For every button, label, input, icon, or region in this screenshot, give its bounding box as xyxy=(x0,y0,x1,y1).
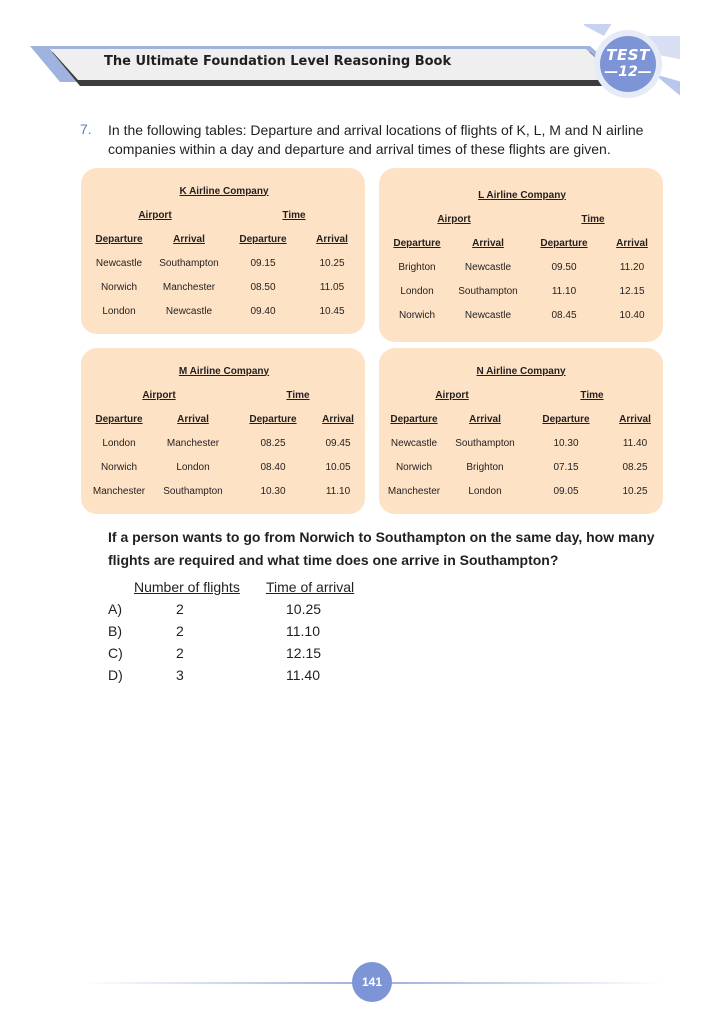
badge-test-label: TEST xyxy=(606,46,650,64)
departure-time-cell: 10.30 xyxy=(553,437,579,449)
arrival-time-header: Arrival xyxy=(616,237,648,249)
table-row xyxy=(381,455,661,479)
departure-cell: London xyxy=(102,305,136,317)
arrival-cell: Southampton xyxy=(458,285,518,297)
departure-cell: Norwich xyxy=(398,309,436,321)
departure-cell: London xyxy=(400,285,434,297)
table-title: L Airline Company xyxy=(478,189,566,201)
airport-header: Airport xyxy=(142,389,176,401)
departure-header: Departure xyxy=(393,237,441,249)
arrival-time-header: Arrival xyxy=(619,413,651,425)
table-row xyxy=(85,275,363,299)
option-time: 11.10 xyxy=(286,623,320,639)
table-row xyxy=(381,479,661,503)
departure-cell: Manchester xyxy=(387,485,441,497)
l-airline-panel xyxy=(379,168,663,342)
arrival-time-cell: 10.40 xyxy=(619,309,645,321)
arrival-time-cell: 11.40 xyxy=(622,437,648,449)
table-title: N Airline Company xyxy=(476,365,566,377)
arrival-header: Arrival xyxy=(469,413,501,425)
departure-time-cell: 09.15 xyxy=(250,257,276,269)
table-row xyxy=(383,255,661,279)
arrival-cell: London xyxy=(176,461,210,473)
departure-time-cell: 09.05 xyxy=(553,485,579,497)
arrival-cell: Brighton xyxy=(466,461,504,473)
airport-header: Airport xyxy=(435,389,469,401)
footer-line-left xyxy=(82,982,358,984)
departure-time-cell: 09.50 xyxy=(551,261,577,273)
option-flights: 3 xyxy=(176,667,184,683)
arrival-time-cell: 11.20 xyxy=(619,261,645,273)
table-row xyxy=(85,455,363,479)
arrival-time-cell: 11.10 xyxy=(325,485,351,497)
arrival-time-header: Arrival xyxy=(322,413,354,425)
departure-time-cell: 10.30 xyxy=(260,485,286,497)
departure-header: Departure xyxy=(390,413,438,425)
question-intro: In the following tables: Departure and arrival locations of flights of K, L, M and N airline companies within a day and departure and arrival times of these flights are given. xyxy=(108,122,644,157)
option-flights: 2 xyxy=(176,601,184,617)
departure-cell: Norwich xyxy=(100,461,138,473)
m-airline-panel xyxy=(81,348,365,514)
book-title: The Ultimate Foundation Level Reasoning Book xyxy=(104,54,452,69)
arrival-time-cell: 09.45 xyxy=(325,437,351,449)
arrival-time-column-header: Time of arrival xyxy=(266,579,355,595)
departure-time-cell: 08.40 xyxy=(260,461,286,473)
time-header: Time xyxy=(282,209,306,221)
page-number: 141 xyxy=(352,962,392,1002)
departure-time-header: Departure xyxy=(540,237,588,249)
arrival-time-cell: 10.25 xyxy=(319,257,345,269)
l-airline-table xyxy=(383,183,661,327)
n-airline-table xyxy=(381,359,661,503)
departure-header: Departure xyxy=(95,413,143,425)
arrival-header: Arrival xyxy=(173,233,205,245)
option-letter: C) xyxy=(108,645,123,661)
arrival-cell: London xyxy=(468,485,502,497)
arrival-time-cell: 08.25 xyxy=(622,461,648,473)
answer-option-a[interactable] xyxy=(0,601,726,623)
k-airline-table xyxy=(85,179,363,323)
arrival-header: Arrival xyxy=(472,237,504,249)
badge-test-number: —12— xyxy=(604,64,652,80)
departure-time-cell: 07.15 xyxy=(553,461,579,473)
option-letter: A) xyxy=(108,601,122,617)
table-row xyxy=(383,279,661,303)
time-header: Time xyxy=(580,389,604,401)
answer-option-b[interactable] xyxy=(0,623,726,645)
k-airline-panel xyxy=(81,168,365,334)
departure-cell: Brighton xyxy=(398,261,436,273)
departure-header: Departure xyxy=(95,233,143,245)
option-time: 11.40 xyxy=(286,667,320,683)
option-time: 12.15 xyxy=(286,645,322,661)
option-flights: 2 xyxy=(176,623,184,639)
option-letter: B) xyxy=(108,623,122,639)
arrival-cell: Manchester xyxy=(166,437,220,449)
table-title: M Airline Company xyxy=(178,365,270,377)
table-row xyxy=(381,431,661,455)
departure-cell: Manchester xyxy=(92,485,146,497)
time-header: Time xyxy=(286,389,310,401)
airport-header: Airport xyxy=(437,213,471,225)
table-row xyxy=(383,303,661,327)
time-header: Time xyxy=(581,213,605,225)
departure-time-header: Departure xyxy=(249,413,297,425)
table-row xyxy=(85,431,363,455)
departure-cell: Norwich xyxy=(100,281,138,293)
departure-time-cell: 08.45 xyxy=(551,309,577,321)
arrival-cell: Manchester xyxy=(162,281,216,293)
arrival-time-cell: 10.05 xyxy=(325,461,351,473)
arrival-cell: Newcastle xyxy=(464,309,512,321)
footer-line-right xyxy=(388,982,664,984)
arrival-time-header: Arrival xyxy=(316,233,348,245)
arrival-cell: Southampton xyxy=(163,485,223,497)
arrival-cell: Newcastle xyxy=(165,305,213,317)
answer-option-c[interactable] xyxy=(0,645,726,667)
table-row xyxy=(85,251,363,275)
n-airline-panel xyxy=(379,348,663,514)
answer-option-d[interactable] xyxy=(0,667,726,689)
arrival-time-cell: 10.45 xyxy=(319,305,345,317)
departure-cell: London xyxy=(102,437,136,449)
table-row xyxy=(85,299,363,323)
m-airline-table xyxy=(85,359,363,503)
departure-cell: Newcastle xyxy=(390,437,438,449)
departure-time-header: Departure xyxy=(239,233,287,245)
departure-time-cell: 11.10 xyxy=(551,285,577,297)
option-time: 10.25 xyxy=(286,601,322,617)
departure-time-cell: 08.25 xyxy=(260,437,286,449)
departure-time-cell: 09.40 xyxy=(250,305,276,317)
arrival-time-cell: 11.05 xyxy=(319,281,345,293)
arrival-cell: Southampton xyxy=(455,437,515,449)
arrival-time-cell: 12.15 xyxy=(619,285,645,297)
departure-time-cell: 08.50 xyxy=(250,281,276,293)
departure-cell: Newcastle xyxy=(95,257,143,269)
airport-header: Airport xyxy=(138,209,172,221)
arrival-cell: Southampton xyxy=(159,257,219,269)
question-main: If a person wants to go from Norwich to Southampton on the same day, how many flights are required and what time does one arrive in Southampton? xyxy=(108,529,655,568)
table-title: K Airline Company xyxy=(179,185,269,197)
departure-cell: Norwich xyxy=(395,461,433,473)
departure-time-header: Departure xyxy=(542,413,590,425)
arrival-time-cell: 10.25 xyxy=(622,485,648,497)
arrival-header: Arrival xyxy=(177,413,209,425)
arrival-cell: Newcastle xyxy=(464,261,512,273)
table-row xyxy=(85,479,363,503)
question-number: 7. xyxy=(80,121,92,137)
flights-column-header: Number of flights xyxy=(134,579,240,595)
option-flights: 2 xyxy=(176,645,184,661)
option-letter: D) xyxy=(108,667,123,683)
